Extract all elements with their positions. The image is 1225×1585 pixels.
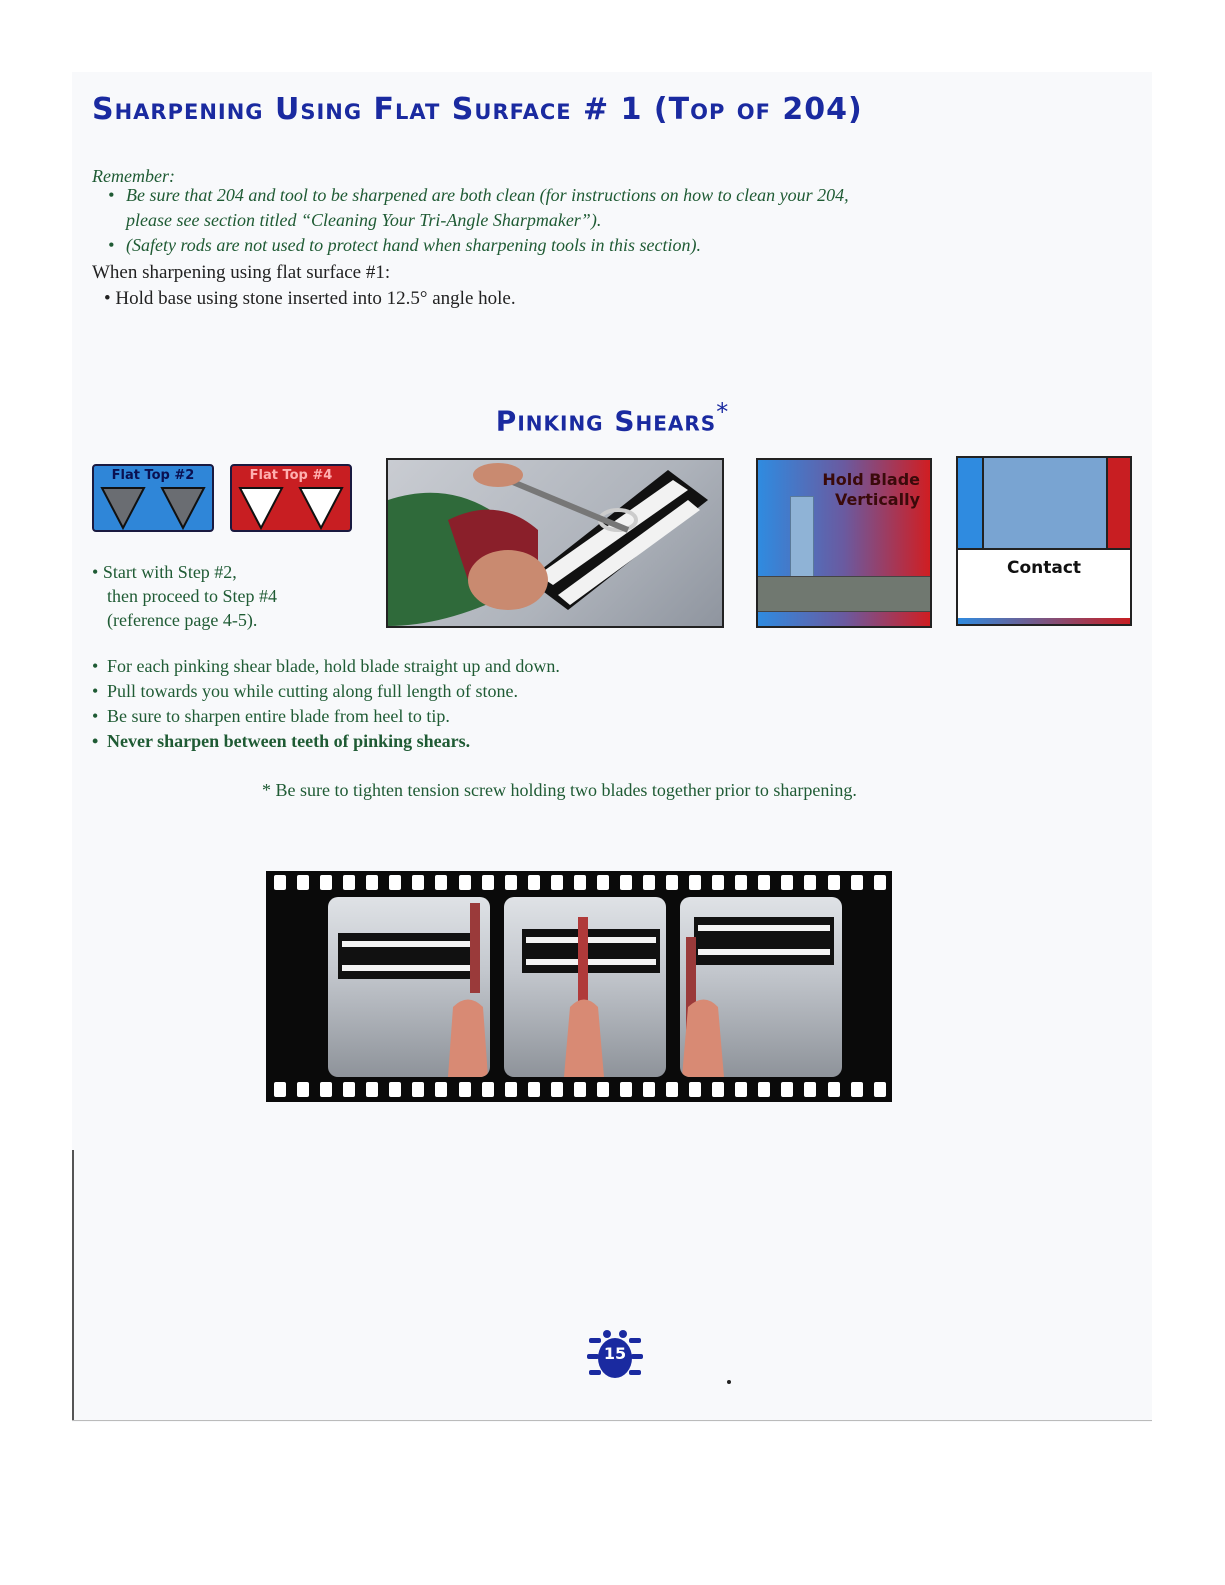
film-perforation — [505, 1082, 517, 1097]
film-perforation — [435, 875, 447, 890]
film-perforation — [551, 1082, 563, 1097]
film-perforation — [366, 1082, 378, 1097]
film-perforation — [828, 1082, 840, 1097]
remember-bullet — [108, 183, 849, 233]
start-line-2: then proceed to Step #4 — [107, 586, 277, 606]
section-title-asterisk: * — [716, 398, 730, 426]
contact-label: Contact — [1006, 558, 1082, 578]
bullet-dot: • — [92, 562, 103, 582]
film-perforation — [412, 1082, 424, 1097]
remember-heading: Remember: — [92, 166, 175, 186]
start-line — [92, 560, 277, 584]
film-frame-1 — [328, 897, 490, 1077]
bullet-dot: • — [92, 656, 99, 676]
remember-bullet-text: Be sure that 204 and tool to be sharpened are both clean (for instructions on how to clean your 204, — [126, 185, 849, 205]
hold-blade-vertically-diagram — [756, 458, 932, 628]
film-perforation — [366, 875, 378, 890]
film-perforation — [735, 875, 747, 890]
bullet-dot: • — [104, 288, 116, 309]
shears-on-stone-illustration — [388, 460, 722, 626]
start-line-3: (reference page 4-5). — [107, 610, 258, 630]
film-perforation — [574, 1082, 586, 1097]
contact-bottom-bar — [958, 618, 1130, 624]
film-perforation — [758, 1082, 770, 1097]
remember-bullet-text-cont: please see section titled “Cleaning Your Tri-Angle Sharpmaker”). — [126, 210, 602, 230]
filmstrip — [266, 871, 892, 1102]
flat-top-2-label: Flat Top #2 — [111, 468, 195, 483]
film-perforation — [320, 875, 332, 890]
bullet-dot: • — [92, 706, 99, 726]
when-sharpening-text: When sharpening using flat surface #1: — [92, 262, 391, 283]
remember-bullet-text: (Safety rods are not used to protect hand when sharpening tools in this section). — [126, 235, 701, 255]
film-perforation — [666, 1082, 678, 1097]
stone-shape — [758, 576, 930, 612]
blade-shape — [790, 496, 814, 578]
film-perforation — [459, 1082, 471, 1097]
contact-diagram — [956, 456, 1132, 626]
film-perforation — [389, 1082, 401, 1097]
film-perforation — [528, 875, 540, 890]
film-perforation — [435, 1082, 447, 1097]
film-perforation — [574, 875, 586, 890]
film-perforation — [851, 1082, 863, 1097]
page-number: 15 — [603, 1344, 627, 1363]
film-perforation — [274, 875, 286, 890]
flat-top-4-label: Flat Top #4 — [249, 468, 333, 483]
film-perforation — [597, 875, 609, 890]
film-frame-3 — [680, 897, 842, 1077]
instruction-text: For each pinking shear blade, hold blade straight up and down. — [107, 656, 560, 676]
flat-top-2-tag — [92, 464, 214, 532]
hold-base-bullet — [104, 288, 516, 310]
spyderco-bug-logo — [585, 1326, 645, 1391]
left-margin-rule — [72, 1150, 74, 1420]
film-frame-2 — [504, 897, 666, 1077]
instruction-item — [92, 654, 560, 679]
sharpening-photo — [386, 458, 724, 628]
start-step-bullet — [92, 560, 277, 632]
instruction-item — [92, 729, 560, 754]
section-title — [0, 398, 1225, 437]
filmstrip-perforations-top — [274, 875, 886, 891]
film-perforation — [874, 875, 886, 890]
hold-blade-caption — [822, 470, 920, 510]
film-perforation — [620, 875, 632, 890]
film-perforation — [689, 875, 701, 890]
film-perforation — [874, 1082, 886, 1097]
film-perforation — [482, 875, 494, 890]
instruction-list — [92, 654, 560, 754]
film-perforation — [297, 1082, 309, 1097]
bullet-dot: • — [92, 731, 99, 751]
stray-dot-mark — [727, 1380, 731, 1384]
instruction-item — [92, 704, 560, 729]
film-perforation — [343, 1082, 355, 1097]
footnote: * Be sure to tighten tension screw holding two blades together prior to sharpening. — [262, 780, 857, 800]
film-perforation — [297, 875, 309, 890]
film-perforation — [712, 1082, 724, 1097]
film-perforation — [804, 875, 816, 890]
triangle-stones-icon — [232, 484, 350, 530]
film-perforation — [851, 875, 863, 890]
contact-right-edge — [1106, 458, 1130, 550]
bullet-dot: • — [108, 235, 115, 255]
film-perforation — [412, 875, 424, 890]
film-perforation — [551, 875, 563, 890]
film-perforation — [735, 1082, 747, 1097]
film-perforation — [666, 875, 678, 890]
frame-photo-1 — [328, 897, 490, 1077]
flat-top-4-tag — [230, 464, 352, 532]
contact-left-edge — [958, 458, 984, 550]
film-perforation — [758, 875, 770, 890]
page-title: Sharpening Using Flat Surface # 1 (Top of 204) — [92, 92, 863, 127]
film-perforation — [482, 1082, 494, 1097]
frame-photo-3 — [680, 897, 842, 1077]
film-perforation — [620, 1082, 632, 1097]
bullet-dot: • — [108, 185, 115, 205]
remember-bullet — [108, 233, 701, 258]
film-perforation — [712, 875, 724, 890]
hold-base-text: Hold base using stone inserted into 12.5° angle hole. — [115, 288, 516, 309]
frame-photo-2 — [504, 897, 666, 1077]
film-perforation — [528, 1082, 540, 1097]
instruction-text: Never sharpen between teeth of pinking shears. — [107, 731, 471, 751]
film-perforation — [689, 1082, 701, 1097]
start-line-1: Start with Step #2, — [102, 562, 237, 582]
film-perforation — [643, 875, 655, 890]
bullet-dot: • — [92, 681, 99, 701]
film-perforation — [459, 875, 471, 890]
contact-line — [958, 548, 1130, 550]
film-perforation — [643, 1082, 655, 1097]
film-perforation — [781, 1082, 793, 1097]
film-perforation — [320, 1082, 332, 1097]
film-perforation — [597, 1082, 609, 1097]
instruction-item — [92, 679, 560, 704]
section-title-text: Pinking Shears — [495, 404, 717, 438]
bottom-margin-rule — [72, 1420, 1152, 1421]
instruction-text: Pull towards you while cutting along full length of stone. — [107, 681, 518, 701]
film-perforation — [505, 875, 517, 890]
film-perforation — [804, 1082, 816, 1097]
film-perforation — [781, 875, 793, 890]
hold-blade-line-2: Vertically — [834, 490, 920, 509]
film-perforation — [828, 875, 840, 890]
film-perforation — [389, 875, 401, 890]
film-perforation — [343, 875, 355, 890]
instruction-text: Be sure to sharpen entire blade from heel to tip. — [107, 706, 450, 726]
triangle-stones-icon — [94, 484, 212, 530]
hold-blade-line-1: Hold Blade — [822, 470, 920, 489]
filmstrip-perforations-bottom — [274, 1082, 886, 1098]
film-perforation — [274, 1082, 286, 1097]
